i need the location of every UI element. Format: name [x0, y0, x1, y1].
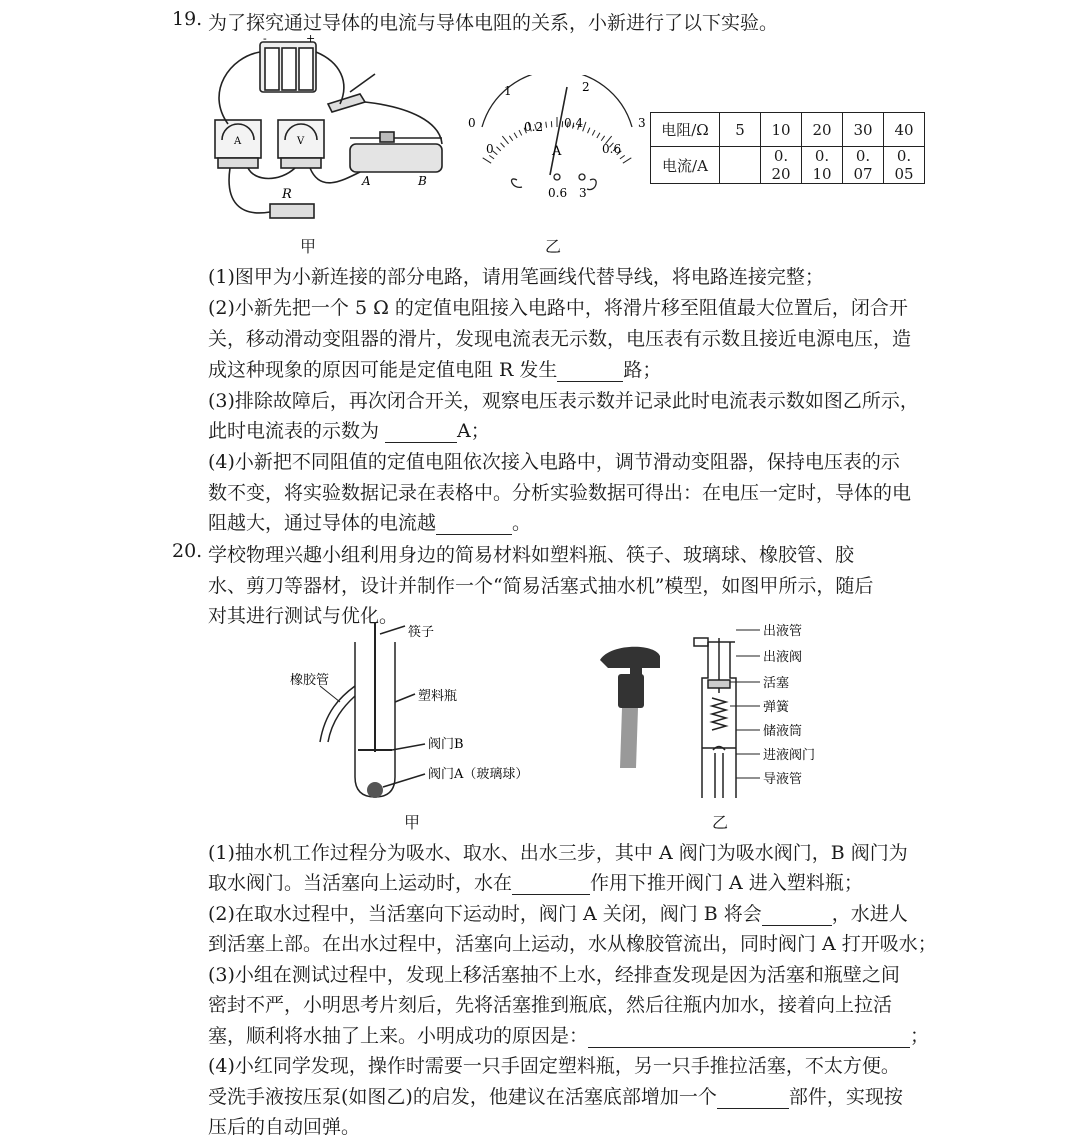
question-19-number: 19.: [172, 8, 203, 30]
table-cell: 0. 05: [884, 147, 925, 184]
question-20-stem-line1: 学校物理兴趣小组利用身边的简易材料如塑料瓶、筷子、玻璃球、橡胶管、胶: [208, 544, 855, 566]
q20-part2-line2: 到活塞上部。在出水过程中，活塞向上运动，水从橡胶管流出，同时阀门 A 打开吸水；: [208, 933, 937, 955]
table-cell: 电流/A: [651, 147, 720, 184]
q20-part3-suffix: ；: [910, 1025, 930, 1047]
answer-blank[interactable]: [512, 873, 590, 895]
q19-part2-line2: 关，移动滑动变阻器的滑片，发现电流表无示数，电压表有示数且接近电源电压，造: [208, 328, 912, 350]
label-rubber-tube: 橡胶管: [290, 673, 330, 688]
dial-inner-0: 0: [486, 142, 494, 156]
dial-tick: [597, 133, 600, 138]
rheostat-terminal-b: B: [418, 174, 427, 188]
q20-part4-text: 受洗手液按压泵(如图乙)的启发，他建议在活塞底部增加一个: [208, 1086, 717, 1108]
q19-part4-text: 阻越大，通过导体的电流越: [208, 512, 437, 534]
soap-pump-diagram: [590, 618, 850, 814]
battery-plus-label: +: [306, 32, 316, 45]
table-cell: 0. 07: [843, 147, 884, 184]
dial-tick: [546, 122, 547, 128]
q19-part2-line3: [208, 355, 661, 382]
label-inlet-valve: 进液阀门: [763, 748, 816, 763]
q20-part1-line1: (1)抽水机工作过程分为吸水、取水、出水三步，其中 A 阀门为吸水阀门，B 阀门为: [208, 842, 908, 864]
dial-tick: [588, 128, 590, 134]
q19-part3-line2: [208, 416, 490, 443]
q19-part2-line1: (2)小新先把一个 5 Ω 的定值电阻接入电路中，将滑片移至阻值最大位置后，闭合开: [208, 297, 908, 319]
question-20-stem-line3: 对其进行测试与优化。: [208, 605, 399, 627]
q20-part2-text: (2)在取水过程中，当活塞向下运动时，阀门 A 关闭，阀门 B 将会: [208, 903, 762, 925]
label-outlet-valve: 出液阀: [763, 650, 803, 665]
piston-pump-diagram: [280, 622, 540, 810]
q20-part3-line2: 密封不严，小明思考片刻后，先将活塞推到瓶底，然后往瓶内加水，接着向上拉活: [208, 994, 893, 1016]
answer-blank[interactable]: [557, 360, 623, 382]
dial-unit: A: [552, 144, 562, 159]
answer-blank[interactable]: [385, 421, 457, 443]
q19-part2-suffix: 路；: [623, 359, 662, 381]
table-cell: 0. 20: [761, 147, 802, 184]
circuit-diagram: [200, 32, 460, 232]
label-guide-tube: 导液管: [763, 772, 803, 787]
q20-part1-line2: [208, 868, 863, 895]
q20-part3-line3: [208, 1021, 929, 1048]
rheostat-terminal-a: A: [362, 174, 371, 188]
dial-tick: [623, 158, 631, 163]
q19-part3-line1: (3)排除故障后，再次闭合开关，观察电压表示数并记录此时电流表示数如图乙所示，: [208, 390, 919, 412]
table-cell: 30: [843, 113, 884, 147]
dial-tick: [502, 136, 508, 144]
ammeter-dial: [462, 75, 652, 205]
table-cell: [720, 147, 761, 184]
figure-caption-jia: 甲: [300, 237, 317, 256]
q19-part4-line2: 数不变，将实验数据记录在表格中。分析实验数据可得出：在电压一定时，导体的电: [208, 482, 912, 504]
resistance-current-table: [650, 112, 925, 184]
dial-scale-2: 2: [582, 80, 590, 94]
table-row: [651, 113, 925, 147]
figure-caption-jia-20: 甲: [404, 813, 421, 832]
q20-part2-line1: [208, 899, 908, 926]
dial-scale-3: 3: [638, 116, 646, 130]
table-cell: 20: [802, 113, 843, 147]
table-cell: 电阻/Ω: [651, 113, 720, 147]
dial-tick: [583, 122, 586, 131]
label-bottle: 塑料瓶: [418, 689, 458, 704]
figure-caption-yi-20: 乙: [712, 813, 729, 832]
label-reservoir: 储液筒: [763, 724, 803, 739]
dial-tick: [501, 143, 505, 147]
dial-inner-06: 0.6: [602, 142, 622, 156]
label-spring: 弹簧: [763, 700, 790, 715]
q20-part4-line2: [208, 1082, 903, 1109]
q20-part4-line1: (4)小红同学发现，操作时需要一只手固定塑料瓶，另一只手推拉活塞，不太方便。: [208, 1055, 900, 1077]
q20-part3-text: 塞，顺利将水抽了上来。小明成功的原因是：: [208, 1025, 589, 1047]
dial-inner-02: 0.2: [524, 120, 544, 134]
figure-caption-yi: 乙: [545, 237, 562, 256]
dial-tick: [601, 136, 604, 141]
label-outlet-tube: 出液管: [763, 624, 803, 639]
q20-part1-text: 取水阀门。当活塞向上运动时，水在: [208, 872, 513, 894]
battery-minus-label: -: [263, 32, 267, 45]
q20-part1-suffix: 作用下推开阀门 A 进入塑料瓶；: [590, 872, 863, 894]
q20-part4-line3: 压后的自动回弹。: [208, 1116, 361, 1138]
answer-blank[interactable]: [588, 1026, 910, 1048]
answer-blank[interactable]: [762, 904, 832, 926]
q19-part2-text: 成这种现象的原因可能是定值电阻 R 发生: [208, 359, 558, 381]
dial-tick: [496, 147, 500, 151]
q20-part3-line1: (3)小组在测试过程中，发现上移活塞抽不上水，经排查发现是因为活塞和瓶壁之间: [208, 964, 900, 986]
label-piston: 活塞: [763, 676, 790, 691]
q19-part4-line1: (4)小新把不同阻值的定值电阻依次接入电路中，调节滑动变阻器，保持电压表的示: [208, 451, 900, 473]
q19-part3-suffix: A；: [457, 420, 490, 442]
dial-tick: [592, 130, 595, 135]
table-cell: 10: [761, 113, 802, 147]
q19-part4-suffix: 。: [512, 512, 532, 534]
dial-inner-04: 0.4: [564, 116, 584, 130]
question-20-stem-line2: 水、剪刀等器材，设计并制作一个“简易活塞式抽水机”模型，如图甲所示，随后: [208, 575, 874, 597]
dial-terminal-3: 3: [579, 186, 587, 200]
ammeter-label: A: [234, 136, 242, 147]
q19-part4-line3: [208, 508, 531, 535]
dial-tick: [483, 158, 491, 163]
question-19-stem: 为了探究通过导体的电流与导体电阻的关系，小新进行了以下实验。: [208, 12, 779, 34]
dial-scale-0: 0: [468, 116, 476, 130]
dial-tick: [514, 133, 517, 138]
q19-part3-text: 此时电流表的示数为: [208, 420, 386, 442]
label-valve-a: 阀门A（玻璃球）: [428, 767, 529, 782]
label-chopstick: 筷子: [408, 625, 435, 640]
table-cell: 40: [884, 113, 925, 147]
dial-terminal-06: 0.6: [548, 186, 568, 200]
dial-tick: [509, 136, 512, 141]
question-20-number: 20.: [172, 540, 203, 562]
table-cell: 0. 10: [802, 147, 843, 184]
voltmeter-label: V: [297, 136, 305, 147]
resistor-r-label: R: [282, 187, 292, 202]
q20-part2-suffix: ，水进人: [831, 903, 908, 925]
table-cell: 5: [720, 113, 761, 147]
dial-scale-1: 1: [504, 84, 512, 98]
label-valve-b: 阀门B: [428, 737, 464, 752]
table-row: [651, 147, 925, 184]
q19-part1: (1)图甲为小新连接的部分电路，请用笔画线代替导线，将电路连接完整；: [208, 266, 824, 288]
answer-blank[interactable]: [436, 513, 512, 535]
answer-blank[interactable]: [717, 1087, 789, 1109]
q20-part4-suffix: 部件，实现按: [788, 1086, 903, 1108]
dial-tick: [519, 130, 522, 135]
